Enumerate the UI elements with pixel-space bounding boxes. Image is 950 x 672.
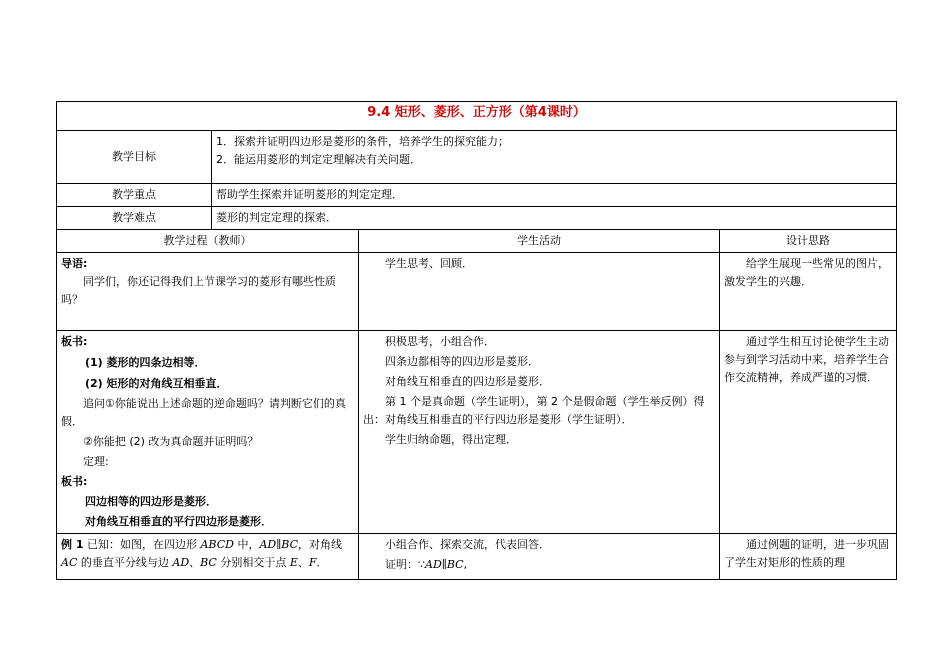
math-abcd: ABCD <box>200 538 234 551</box>
student-line: 学生归纳命题，得出定理． <box>385 433 517 446</box>
key-point-label: 教学重点 <box>57 184 212 207</box>
section1-design <box>720 253 897 331</box>
student-line: 小组合作、探索交流，代表回答． <box>385 538 550 551</box>
theorem-2: 对角线互相垂直的平行四边形是菱形． <box>85 515 272 528</box>
example-label: 例 1 <box>61 538 84 551</box>
example-text: 的垂直平分线与边 <box>77 556 173 569</box>
example-text: 、 <box>297 556 309 569</box>
theorem-1: 四边相等的四边形是菱形． <box>85 495 217 508</box>
theorem-label: 定理: <box>83 455 109 468</box>
header-design: 设计思路 <box>720 230 897 253</box>
section-heading-2: 板书: <box>61 475 88 488</box>
intro-question: 同学们，你还记得我们上节课学习的菱形有哪些性质吗？ <box>61 275 336 306</box>
student-activity: 学生思考、回顾． <box>385 257 473 270</box>
math-bc: BC <box>200 556 217 569</box>
example-text: 、 <box>189 556 201 569</box>
section-heading: 导语: <box>61 257 88 270</box>
section1-student <box>359 253 720 331</box>
section2-teacher <box>57 331 359 534</box>
section2-student <box>359 331 720 534</box>
proof-start <box>363 556 715 574</box>
section3-design <box>720 534 897 580</box>
math-e: E <box>289 556 298 569</box>
example-text: 已知：如图，在四边形 <box>83 538 201 551</box>
example-text: 中， <box>233 538 260 551</box>
property-2: (2) 矩形的对角线互相垂直． <box>85 377 228 390</box>
student-line: 四条边都相等的四边形是菱形． <box>385 355 539 368</box>
property-1: (1) 菱形的四条边相等． <box>85 356 206 369</box>
example-text: ，对角线 <box>298 538 343 551</box>
header-process: 教学过程（教师） <box>57 230 359 253</box>
math-f: F <box>308 556 317 569</box>
proof-text: 证明：∵ <box>385 558 425 571</box>
proof-text: , <box>463 558 468 571</box>
section3-student <box>359 534 720 580</box>
section2-design <box>720 331 897 534</box>
math-ad-parallel-bc: AD∥BC <box>259 538 299 551</box>
math-ad: AD <box>172 556 190 569</box>
lesson-title: 9.4 矩形、菱形、正方形（第4课时） <box>57 102 897 131</box>
difficulty-text: 菱形的判定定理的探索． <box>212 207 897 230</box>
follow-up-question-1: 追问①你能说出上述命题的逆命题吗？请判断它们的真假． <box>61 397 346 428</box>
objective-item: 1．探索并证明四边形是菱形的条件，培养学生的探究能力； <box>216 135 509 148</box>
student-line: 积极思考，小组合作． <box>385 335 495 348</box>
math-ad-parallel-bc: AD∥BC <box>425 558 464 571</box>
example-text: 分别相交于点 <box>216 556 290 569</box>
example-text: ． <box>316 556 328 569</box>
header-activity: 学生活动 <box>359 230 720 253</box>
design-idea: 通过学生相互讨论使学生主动参与到学习活动中来，培养学生合作交流精神，养成严谨的习惯． <box>724 335 889 384</box>
lesson-plan-table <box>56 101 897 580</box>
student-line: 第 1 个是真命题（学生证明），第 2 个是假命题（学生举反例）得出：对角线互相垂直的平行四边形是菱形（学生证明）． <box>363 395 705 426</box>
design-idea: 通过例题的证明，进一步巩固了学生对矩形的性质的理 <box>724 538 889 569</box>
objectives-content <box>212 131 897 184</box>
objectives-label: 教学目标 <box>57 131 212 184</box>
student-line: 对角线互相垂直的四边形是菱形． <box>385 375 550 388</box>
design-idea: 给学生展现一些常见的图片，激发学生的兴趣． <box>724 257 889 288</box>
section1-teacher <box>57 253 359 331</box>
objective-item: 2．能运用菱形的判定定理解决有关问题． <box>216 153 421 166</box>
math-ac: AC <box>61 556 78 569</box>
section-heading: 板书: <box>61 335 88 348</box>
difficulty-label: 教学难点 <box>57 207 212 230</box>
section3-teacher <box>57 534 359 580</box>
example-1 <box>61 536 354 572</box>
follow-up-question-2: ②你能把 (2) 改为真命题并证明吗？ <box>83 435 259 448</box>
key-point-text: 帮助学生探索并证明菱形的判定定理． <box>212 184 897 207</box>
